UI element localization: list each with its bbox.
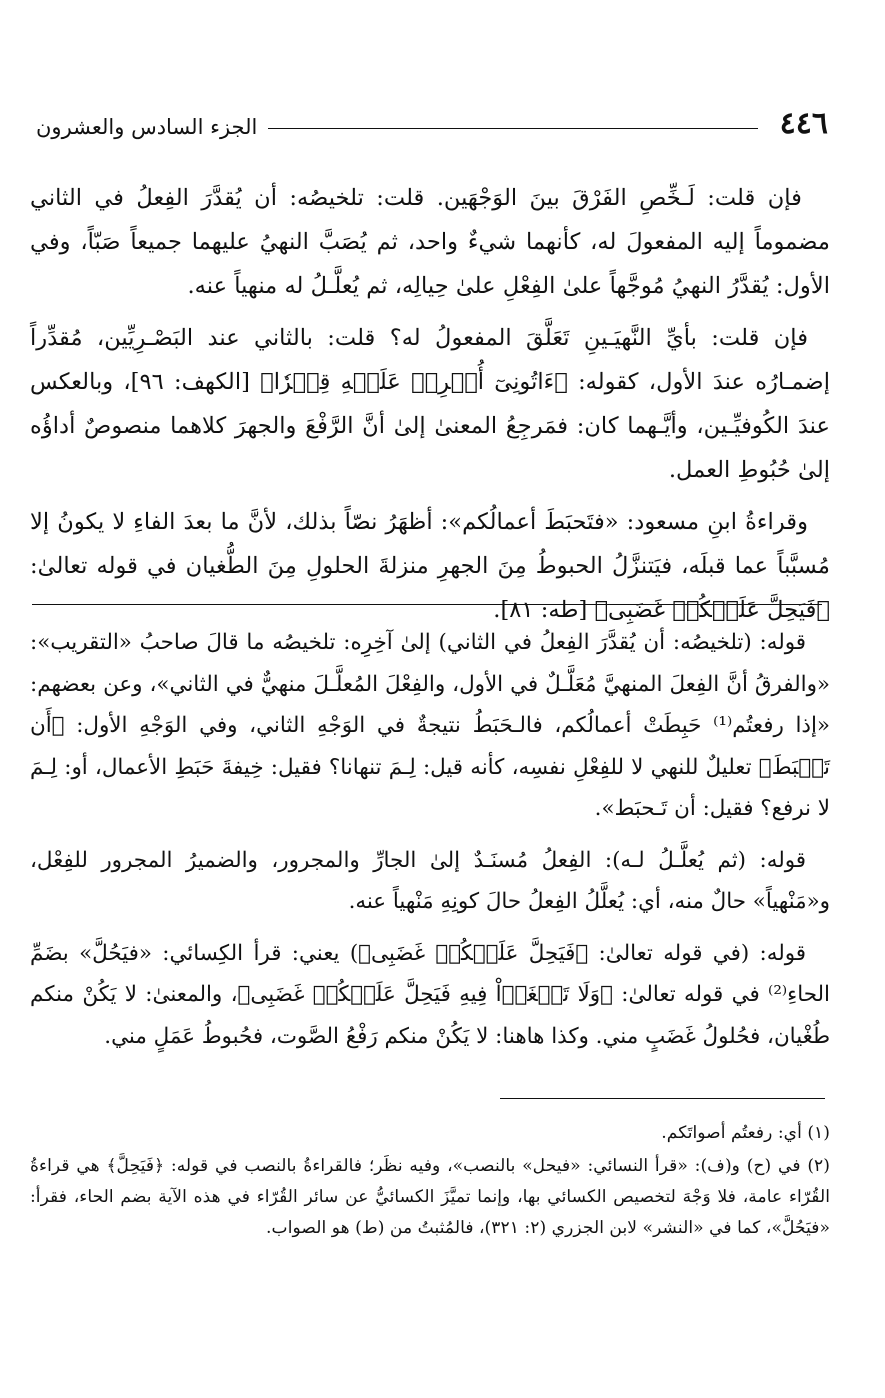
main-paragraph: وقراءةُ ابنِ مسعود: «فتَحبَطَ أعمالُكم»: أظهَرُ نصّاً بذلك، لأنَّ ما بعدَ الفاءِ لا يكونُ إلا مُسبَّباً عما قبلَه، فيَتنزَّلُ الحبوطُ مِنَ الجهرِ منزلةَ الحلولِ مِنَ الطُّغيان في قوله تعالىٰ: ﴿فَيَحِلَّ عَلَيۡكُمۡ غَضَبِى﴾ [طه: ٨١].	[30, 509, 831, 623]
main-text	[30, 176, 830, 640]
header-rule	[268, 128, 758, 129]
page-header	[28, 104, 828, 148]
main-paragraph: فإن قلت: لَـخِّصِ الفَرْقَ بينَ الوَجْهَين. قلت: تلخيصُه: أن يُقدَّرَ الفِعلُ في الثاني مضموماً إليه المفعولَ له، كأنهما شيءٌ واحد، ثم يُصَبَّ النهيُ عليهما جميعاً صَبّاً، وفي الأول: يُقدَّرُ النهيُ مُوجَّهاً علىٰ الفِعْلِ علىٰ حِيالِه، ثم يُعلَّـلُ له منهياً عنه.	[30, 185, 830, 299]
footnotes	[30, 1118, 830, 1246]
running-title: الجزء السادس والعشرون	[36, 115, 258, 139]
page-number: ٤٤٦	[779, 106, 828, 141]
footnote: (١) أي: رفعتُم أصواتَكم.	[661, 1123, 830, 1143]
commentary	[30, 622, 830, 1067]
commentary-paragraph: قوله: (في قوله تعالىٰ: ﴿فَيَحِلَّ عَلَيۡكُمۡ غَضَبِى﴾) يعني: قرأ الكِسائي: «فيَحُلَّ» بضَمِّ الحاءِ⁽²⁾ في قوله تعالىٰ: ﴿وَلَا تَطۡغَوۡاْ فِيهِ فَيَحِلَّ عَلَيۡكُمۡ غَضَبِى﴾، والمعنىٰ: لا يَكُنْ منكم طُغْيان، فحُلولُ غَضَبٍ مني. وكذا هاهنا: لا يَكُنْ منكم رَفْعُ الصَّوت، فحُبوطُ عَمَلٍ مني.	[30, 940, 830, 1049]
commentary-paragraph: قوله: (ثم يُعلَّـلُ لـه): الفِعلُ مُسنَـدٌ إلىٰ الجارِّ والمجرور، والضميرُ المجرور للفِعْل، و«مَنْهياً» حالٌ منه، أي: يُعلَّلُ الفِعلُ حالَ كونِهِ مَنْهياً عنه.	[30, 847, 830, 914]
footnote-divider	[500, 1098, 825, 1099]
main-divider	[32, 604, 822, 605]
commentary-paragraph: قوله: (تلخيصُه: أن يُقدَّرَ الفِعلُ في الثاني) إلىٰ آخِرِه: تلخيصُه ما قالَ صاحبُ «التقريب»: «والفرقُ أنَّ الفِعلَ المنهيَّ مُعَلَّـلٌ في الأول، والفِعْلَ المُعلَّـلَ منهيٌّ في الثاني»، وعن بعضهم: «إذا رفعتُم⁽¹⁾ حَبِطَتْ أعمالُكم، فالـحَبَطُ نتيجةٌ في الوَجْهِ الثاني، وفي الوَجْهِ الأول: ﴿أَن تَحۡبَطَ﴾ تعليلٌ للنهي لا للفِعْلِ نفسِه، كأنه قيل: لِـمَ تنهانا؟ فقيل: خِيفةَ حَبَطِ الأعمال، أو: لِـمَ لا نرفع؟ فقيل: أن تَـحبَط».	[30, 630, 830, 821]
footnote: (٢) في (ح) و(ف): «قرأ النسائي: «فيحل» بالنصب»، وفيه نظَر؛ فالقراءةُ بالنصب في قوله: ﴿فَيَحِلَّ﴾ هي قراءةُ القُرّاء عامة، فلا وَجْهَ لتخصيص الكسائي بها، وإنما تميَّزَ الكسائيُّ عن سائر القُرّاء في هذه الآية بضم الحاء، فقرأ: «فيَحُلَّ»، كما في «النشر» لابن الجزري (٢: ٣٢١)، فالمُثبتُ من (ط) هو الصواب.	[30, 1156, 830, 1238]
main-paragraph: فإن قلت: بأيِّ النَّهيَـينِ تَعَلَّقَ المفعولُ له؟ قلت: بالثاني عند البَصْـرِيِّين، مُقدِّراً إضمـارُه عندَ الأول، كقوله: ﴿ءَاتُونِىٓ أُفۡرِغۡ عَلَيۡهِ قِطۡرٗا﴾ [الكهف: ٩٦]، وبالعكس عندَ الكُوفيِّـين، وأيَّـهما كان: فمَرجِعُ المعنىٰ إلىٰ أنَّ الرَّفْعَ والجهرَ كلاهما منصوصٌ أداؤُه إلىٰ حُبُوطِ العمل.	[30, 325, 830, 483]
